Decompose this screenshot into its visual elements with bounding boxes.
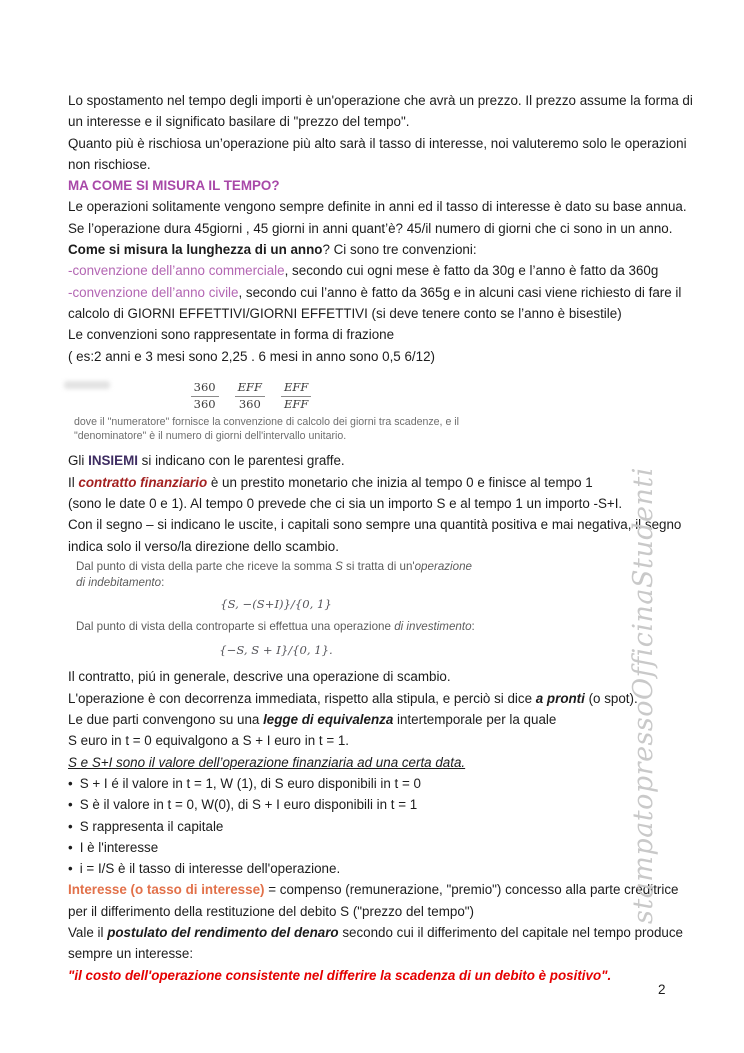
embedded-formula-image	[62, 381, 492, 444]
text-run: Vale il	[68, 925, 108, 940]
paragraph-legge-equivalenza	[68, 709, 694, 730]
text-run: Con il segno – si indicano le uscite, i capitali sono sempre una quantità positiva e mai negativa, il segno indica solo il verso/la direzione dello scambio.	[68, 517, 682, 554]
line-convenzione-commerciale	[68, 260, 694, 281]
paragraph-risk	[68, 133, 694, 176]
paragraph-postulato	[68, 922, 694, 965]
list-item	[68, 773, 694, 794]
math-symbol-S: S	[335, 559, 343, 573]
text-run: Gli	[68, 453, 89, 469]
text-run: Quanto più è rischiosa un’operazione più alto sarà il tasso di interesse, noi valuteremo solo le operazioni non rischiose.	[68, 135, 687, 172]
paragraph-intro	[68, 90, 694, 133]
term-interesse: Interesse (o tasso di interesse)	[68, 882, 265, 898]
list-item	[68, 837, 694, 858]
paragraph-equivalenza	[68, 730, 694, 751]
term-anno-civile: -convenzione dell’anno civile	[68, 284, 239, 300]
fraction-numerator: EFF	[281, 381, 311, 397]
bullet-list	[68, 773, 694, 879]
list-item	[68, 794, 694, 815]
bullet-marker: •	[68, 861, 73, 877]
term-contratto-finanziario: contratto finanziario	[78, 474, 208, 490]
formula-indebitamento: {S, −(S+I)}/{0, 1}	[220, 596, 332, 611]
text-run: Le due parti convengono su una	[68, 712, 264, 728]
term-postulato-rendimento: postulato del rendimento del denaro	[107, 925, 339, 940]
fraction-denominator: 360	[238, 396, 261, 411]
text-run: = compenso (remunerazione, "premio") concesso alla parte creditrice per il differimento della restituzione del debito S ("prezzo del tempo")	[68, 882, 679, 919]
paragraph-insiemi	[68, 450, 694, 471]
list-item	[68, 858, 694, 879]
page-number: 2	[658, 982, 666, 997]
text-run: L'operazione è con decorrenza immediata, rispetto alla stipula, e perciò si dice	[68, 690, 536, 706]
underlined-italic-run: S e S+I sono il valore dell’operazione finanziaria ad una certa data.	[68, 754, 466, 770]
formula-investimento: {−S, S + I}/{0, 1}.	[219, 642, 333, 657]
bullet-text: S è il valore in t = 0, W(0), di S + I euro disponibili in t = 1	[79, 797, 418, 813]
term-operazione-investimento: di investimento	[394, 620, 472, 634]
text-run: Dal punto di vista della controparte si effettua una operazione	[76, 620, 395, 634]
faded-text-artifact	[64, 381, 110, 389]
text-run: secondo cui il differimento del capitale nel tempo produce sempre un interesse:	[68, 925, 683, 962]
text-run: ( es:2 anni e 3 mesi sono 2,25 . 6 mesi in anno sono 0,5 6/12)	[68, 348, 435, 364]
caption-line: "denominatore" è il numero di giorni dell'intervallo unitario.	[74, 429, 347, 442]
text-run: ? Ci sono tre convenzioni:	[322, 242, 477, 258]
formula-image-caption	[62, 416, 492, 443]
excerpt-line-indebitamento	[76, 559, 476, 592]
bullet-text: I è l'interesse	[79, 839, 159, 855]
bullet-text: i = I/S è il tasso di interesse dell'operazione.	[79, 861, 341, 877]
paragraph-segno	[68, 514, 694, 557]
fraction-numerator: 360	[191, 381, 219, 397]
term-legge-equivalenza: legge di equivalenza	[263, 712, 394, 728]
paragraph-scambio	[68, 666, 694, 687]
term-a-pronti: a pronti	[535, 690, 585, 706]
text-run: Le convenzioni sono rappresentate in forma di frazione	[68, 327, 395, 343]
fraction-eff-eff	[281, 381, 311, 412]
fraction-row	[62, 381, 440, 412]
embedded-excerpt-image	[68, 559, 526, 659]
text-run: è un prestito monetario che inizia al tempo 0 e finisce al tempo 1	[207, 474, 593, 490]
bullet-text: S rappresenta il capitale	[79, 818, 224, 834]
bullet-text: S + I é il valore in t = 1, W (1), di S euro disponibili in t = 0	[79, 775, 421, 791]
fraction-eff-360	[235, 381, 265, 412]
bold-run-lunghezza-anno: Come si misura la lunghezza di un anno	[68, 242, 323, 258]
paragraph-a-pronti	[68, 688, 694, 709]
term-operazione-indebitamento: operazione di indebitamento	[76, 559, 472, 590]
term-anno-commerciale: -convenzione dell’anno commerciale	[68, 263, 285, 279]
paragraph-interesse	[68, 879, 694, 922]
section-heading-misura-tempo: MA COME SI MISURA IL TEMPO?	[68, 178, 280, 194]
bullet-marker: •	[68, 818, 73, 834]
bullet-marker: •	[68, 775, 73, 791]
text-run: si indicano con le parentesi graffe.	[137, 453, 345, 469]
fraction-numerator: EFF	[235, 381, 265, 397]
paragraph-valore-underlined	[68, 752, 694, 773]
text-run: S euro in t = 0 equivalgono a S + I euro in t = 1.	[68, 733, 350, 749]
text-run: :	[471, 620, 475, 634]
fraction-denominator: 360	[193, 396, 216, 411]
text-run: (sono le date 0 e 1). Al tempo 0 prevede che ci sia un importo S e al tempo 1 un importo -S+I.	[68, 496, 623, 512]
text-run: Il contratto, piú in generale, descrive una operazione di scambio.	[68, 669, 451, 685]
paragraph-frazione	[68, 324, 694, 345]
bullet-marker: •	[68, 839, 73, 855]
text-run: Il	[68, 474, 79, 490]
line-convenzione-civile	[68, 282, 694, 325]
paragraph-contratto	[68, 472, 694, 493]
text-run: :	[161, 576, 165, 590]
paragraph-date	[68, 493, 694, 514]
paragraph-convenzioni-intro	[68, 196, 694, 260]
watermark: stampatopressoOfficinaStudenti	[628, 467, 659, 924]
fraction-denominator: EFF	[283, 396, 309, 411]
text-run: , secondo cui ogni mese è fatto da 30g e l’anno è fatto da 360g	[284, 263, 659, 279]
fraction-360-360	[191, 381, 219, 412]
quote-costo-operazione: "il costo dell'operazione consistente nel differire la scadenza di un debito è positivo".	[68, 967, 612, 983]
document-body	[68, 90, 694, 986]
text-run: si tratta di un'	[342, 559, 415, 573]
text-run: (o spot).	[584, 690, 638, 706]
text-run: Lo spostamento nel tempo degli importi è un'operazione che avrà un prezzo. Il prezzo assume la forma di un interesse e il significato basilare di "prezzo del tempo".	[68, 93, 693, 130]
paragraph-esempio	[68, 346, 694, 367]
list-item	[68, 816, 694, 837]
caption-line: dove il "numeratore" fornisce la convenzione di calcolo dei giorni tra scadenze, e il	[74, 416, 459, 429]
text-run: , secondo cui l’anno è fatto da 365g e in alcuni casi viene richiesto di fare il calcolo di GIORNI EFFETTIVI/GIORNI EFFETTIVI (si deve tenere conto se l’anno è bisestile)	[68, 284, 682, 321]
text-run: Dal punto di vista della parte che riceve la somma	[76, 559, 336, 573]
excerpt-line-investimento	[76, 619, 526, 636]
text-run: Le operazioni solitamente vengono sempre definite in anni ed il tasso di interesse è dato su base annua. Se l’operazione dura 45giorni , 45 giorni in anni quant’è? 45/il numero di giorni che ci sono in un anno.	[68, 199, 687, 236]
bullet-marker: •	[68, 797, 73, 813]
text-run: intertemporale per la quale	[393, 712, 557, 728]
term-insiemi: INSIEMI	[88, 453, 138, 469]
